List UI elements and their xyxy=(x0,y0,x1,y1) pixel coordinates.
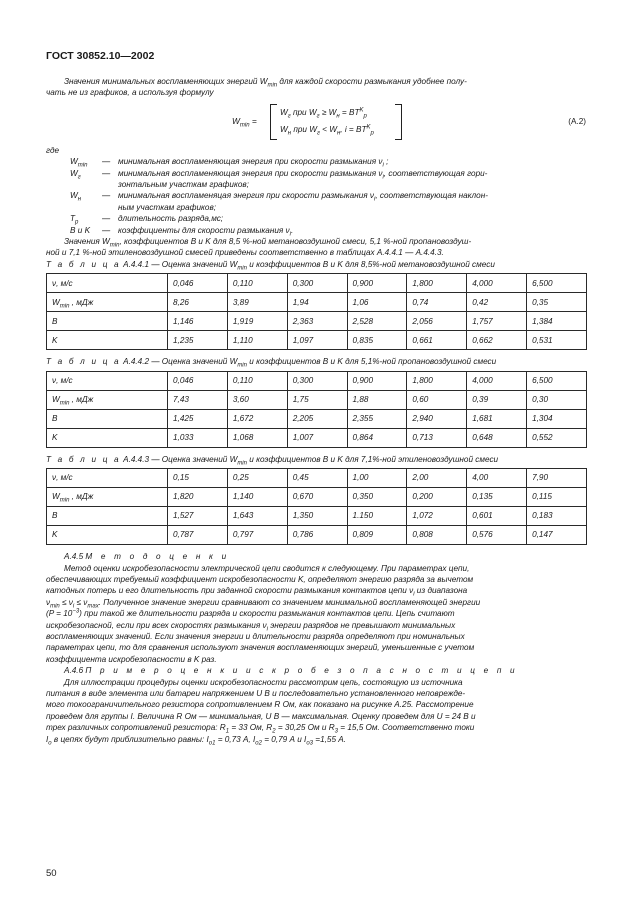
table-row xyxy=(47,274,587,293)
table-caption: Т а б л и ц а А.4.4.1 — Оценка значений $W_{min}$ и коэффициентов B и K для 8,5%-ной метановоздушной смеси xyxy=(46,259,495,272)
table-row xyxy=(47,488,587,507)
table-cell: 0,835 xyxy=(347,331,407,350)
row-header: $W_{min}$ , мДж xyxy=(47,488,168,507)
table-cell: 0,662 xyxy=(467,331,527,350)
table-cell: 1,75 xyxy=(287,390,347,409)
table-cell: 1,007 xyxy=(287,428,347,447)
definition-symbol: B и K xyxy=(70,225,91,235)
table-cell: 1,681 xyxy=(467,409,527,428)
table-cell: 1,068 xyxy=(227,428,287,447)
table-cell: 7,90 xyxy=(527,469,587,488)
data-table xyxy=(46,371,587,448)
table-caption: Т а б л и ц а А.4.4.2 — Оценка значений $W_{min}$ и коэффициентов B и K для 5,1%-ной пропановоздушной смеси xyxy=(46,357,497,369)
table-cell: 0,35 xyxy=(527,293,587,312)
table-cell: 0,42 xyxy=(467,293,527,312)
table-row xyxy=(47,409,587,428)
table-cell: 1,527 xyxy=(168,507,228,526)
table-cell: 0,552 xyxy=(527,428,587,447)
intro-paragraph: Значения минимальных воспламеняющих энергий $W_{min}$ для каждой скорости размыкания удобнее полу- чать не из графиков, а используя формулу xyxy=(46,77,467,98)
row-header: K xyxy=(47,331,168,350)
table-cell: 0,350 xyxy=(347,488,407,507)
table-cell: 1,146 xyxy=(168,312,228,331)
table-cell: 0,30 xyxy=(527,390,587,409)
table-cell: 6,500 xyxy=(527,371,587,390)
table-cell: 0,300 xyxy=(287,274,347,293)
definition-item: $W_{min}$ — минимальная воспламеняющая энергия при скорости размыкания $\nu_i$ ; xyxy=(70,157,389,169)
table-cell: 1,800 xyxy=(407,371,467,390)
definition-dash: — xyxy=(102,214,111,224)
row-header: B xyxy=(47,312,168,331)
definition-symbol: $W_{min}$ xyxy=(70,157,88,169)
table-caption: Т а б л и ц а А.4.4.3 — Оценка значений $W_{min}$ и коэффициентов B и K для 7,1%-ной этиленовоздушной смеси xyxy=(46,454,499,467)
table-cell: 3,60 xyxy=(227,390,287,409)
table-row xyxy=(47,293,587,312)
table-cell: 0,787 xyxy=(168,526,228,545)
formula-left-brace xyxy=(270,104,277,140)
row-header: $W_{min}$ , мДж xyxy=(47,293,168,312)
table-row xyxy=(47,469,587,488)
table-cell: 0,809 xyxy=(347,526,407,545)
definition-item: B и K — коэффициенты для скорости размыкания $\nu_i$. xyxy=(70,225,294,238)
formula-lhs: $W_{min}$ = xyxy=(232,115,257,129)
table-cell: 0,115 xyxy=(527,488,587,507)
definition-item: $W_н$ — минимальная воспламеняцая энергия при скорости размыкания $\nu_i$, соответствующая наклон- ным участкам графиков; xyxy=(70,191,488,212)
table-cell: 7,43 xyxy=(168,390,228,409)
row-header: K xyxy=(47,526,168,545)
formula-row-1: $W_г$ при $W_г \ge W_н = BT^K_p$ xyxy=(280,107,367,120)
table-cell: 1,384 xyxy=(527,312,587,331)
tables-container xyxy=(46,259,586,545)
values-paragraph: Значения $W_{min}$, коэффициентов B и K для 8,5 %-ной метановоздушной смеси, 5,1 %-ной пропановоздуш- ной и 7,1 %-ной этиленовоздушной смесей приведены соответственно в таблицах А.4.4.1 — А.4.4.3. xyxy=(46,237,472,258)
row-header: ν, м/с xyxy=(47,371,168,390)
table-cell: 8,26 xyxy=(168,293,228,312)
formula-row-2: $W_н$ при $W_г < W_н$, $i = BT^K_p$ xyxy=(280,124,374,137)
data-table xyxy=(46,273,587,350)
row-header: $W_{min}$ , мДж xyxy=(47,390,168,409)
definition-dash: — xyxy=(102,157,111,167)
table-cell: 1,06 xyxy=(347,293,407,312)
table-cell: 1,820 xyxy=(168,488,228,507)
definition-dash: — xyxy=(102,168,111,178)
example-paragraph: Для иллюстрации процедуры оценки искробезопасности рассмотрим цепь, состоящую из источника питания в виде элемента или батареи напряжением U B и последовательно установленного неповрежде- мого токоограничительного резистора сопротивлением R Ом, как показано на рисунке А.25. Рассмотрение проведем для группы I. Величина R Ом — минимальная, U B — максимальная. Оценку проведем для U = 24 B и трех различных сопротивлений резистора: $R_1 = 33$ Ом, $R_2 = 30,25$ Ом и $R_3 = 15,5$ Ом. Соответственно токи $I_o$ в цепях будут приблизительно равны: $I_{o1} = 0,73$ А, $I_{o2} = 0,79$ А и $I_{o3} =1,55$ А. xyxy=(46,677,476,747)
table-cell: 1,00 xyxy=(347,469,407,488)
table-cell: 1,919 xyxy=(227,312,287,331)
table-cell: 0,110 xyxy=(227,274,287,293)
table-cell: 1,072 xyxy=(407,507,467,526)
definition-item: $W_г$ — минимальная воспламеняющая энергия при скорости размыкания $\nu_i$, соответствующая гори- зонтальным участкам графиков; xyxy=(70,168,488,190)
where-label: где xyxy=(46,145,60,155)
table-cell: 1,757 xyxy=(467,312,527,331)
table-cell: 0,670 xyxy=(287,488,347,507)
table-cell: 0,808 xyxy=(407,526,467,545)
table-cell: 0,576 xyxy=(467,526,527,545)
table-cell: 4,000 xyxy=(467,274,527,293)
table-row xyxy=(47,371,587,390)
table-row xyxy=(47,312,587,331)
table-cell: 0,183 xyxy=(527,507,587,526)
table-cell: 1,643 xyxy=(227,507,287,526)
table-row xyxy=(47,507,587,526)
definition-item: $T_р$ — длительность разряда,мс; xyxy=(70,214,224,226)
row-header: ν, м/с xyxy=(47,469,168,488)
table-cell: 0,900 xyxy=(347,274,407,293)
formula-number: (A.2) xyxy=(568,116,586,126)
table-cell: 1,304 xyxy=(527,409,587,428)
table-cell: 0,200 xyxy=(407,488,467,507)
table-cell: 2,00 xyxy=(407,469,467,488)
page-number: 50 xyxy=(46,868,57,879)
table-cell: 0,135 xyxy=(467,488,527,507)
table-cell: 0,531 xyxy=(527,331,587,350)
formula-right-brace xyxy=(395,104,402,140)
table-cell: 1,140 xyxy=(227,488,287,507)
table-cell: 0,74 xyxy=(407,293,467,312)
table-cell: 0,661 xyxy=(407,331,467,350)
table-cell: 0,601 xyxy=(467,507,527,526)
table-cell: 2,528 xyxy=(347,312,407,331)
definitions-list xyxy=(46,156,586,236)
table-cell: 0,900 xyxy=(347,371,407,390)
table-cell: 1,350 xyxy=(287,507,347,526)
table-cell: 0,648 xyxy=(467,428,527,447)
table-cell: 0,046 xyxy=(168,371,228,390)
table-cell: 6,500 xyxy=(527,274,587,293)
table-cell: 0,300 xyxy=(287,371,347,390)
table-cell: 1.150 xyxy=(347,507,407,526)
table-row xyxy=(47,526,587,545)
table-cell: 4,00 xyxy=(467,469,527,488)
formula-a2 xyxy=(46,103,586,143)
table-cell: 0,45 xyxy=(287,469,347,488)
example-heading: А.4.6 П р и м е р о ц е н к и и с к р о б е з о п а с н о с т и ц е п и xyxy=(64,666,518,676)
row-header: K xyxy=(47,428,168,447)
table-cell: 2,205 xyxy=(287,409,347,428)
method-heading: А.4.5 М е т о д о ц е н к и xyxy=(64,552,230,562)
table-cell: 0,110 xyxy=(227,371,287,390)
table-cell: 0,147 xyxy=(527,526,587,545)
table-row xyxy=(47,428,587,447)
definition-dash: — xyxy=(102,225,111,235)
table-cell: 3,89 xyxy=(227,293,287,312)
document-body xyxy=(46,76,586,745)
table-cell: 0,60 xyxy=(407,390,467,409)
definition-symbol: $T_р$ xyxy=(70,214,79,226)
table-cell: 1,235 xyxy=(168,331,228,350)
table-cell: 0,786 xyxy=(287,526,347,545)
table-cell: 1,097 xyxy=(287,331,347,350)
table-cell: 1,88 xyxy=(347,390,407,409)
table-row xyxy=(47,390,587,409)
table-cell: 1,033 xyxy=(168,428,228,447)
table-cell: 0,797 xyxy=(227,526,287,545)
row-header: B xyxy=(47,409,168,428)
table-cell: 0,713 xyxy=(407,428,467,447)
row-header: ν, м/с xyxy=(47,274,168,293)
table-cell: 0,046 xyxy=(168,274,228,293)
table-cell: 0,39 xyxy=(467,390,527,409)
table-cell: 2,355 xyxy=(347,409,407,428)
table-cell: 1,110 xyxy=(227,331,287,350)
table-cell: 0,15 xyxy=(168,469,228,488)
table-cell: 1,94 xyxy=(287,293,347,312)
table-cell: 1,800 xyxy=(407,274,467,293)
data-table xyxy=(46,468,587,545)
table-cell: 2,940 xyxy=(407,409,467,428)
definition-symbol: $W_г$ xyxy=(70,168,81,181)
table-row xyxy=(47,331,587,350)
definition-dash: — xyxy=(102,191,111,201)
method-paragraph: Метод оценки искробезопасности электрической цепи сводится к следующему. При параметрах цепи, обеспечивающих требуемый коэффициент искробезопасности K, определяют энергию разряда за вычетом катодных потерь и его длительность при заданной скорости размыкания контактов цепи $\nu_i$ из диапазона $\nu_{min} \le \nu_i \le \nu_{max}$. Полученное значение энергии сравнивают со значением минимальной воспламеняющей энергии $(P = 10^{-3})$ при такой же длительности разряда и скорости размыкания контактов цепи. Цепь считают искробезопасной, если при всех скоростях размыкания $\nu_i$ энергии разрядов не превышают минимальных воспламеняющих значений. Если значения энергии и длительности разряда определяют при номинальных параметрах цепи, то для сравнения используют значения воспламеняющих энергий, уменьшенные с учетом коэффициента искробезопасности в K раз. xyxy=(46,563,481,664)
table-cell: 1,672 xyxy=(227,409,287,428)
row-header: B xyxy=(47,507,168,526)
table-cell: 0,25 xyxy=(227,469,287,488)
table-cell: 2,056 xyxy=(407,312,467,331)
table-cell: 4,000 xyxy=(467,371,527,390)
document-header: ГОСТ 30852.10—2002 xyxy=(46,50,155,62)
table-cell: 2,363 xyxy=(287,312,347,331)
table-cell: 1,425 xyxy=(168,409,228,428)
definition-symbol: $W_н$ xyxy=(70,191,82,204)
table-cell: 0,864 xyxy=(347,428,407,447)
